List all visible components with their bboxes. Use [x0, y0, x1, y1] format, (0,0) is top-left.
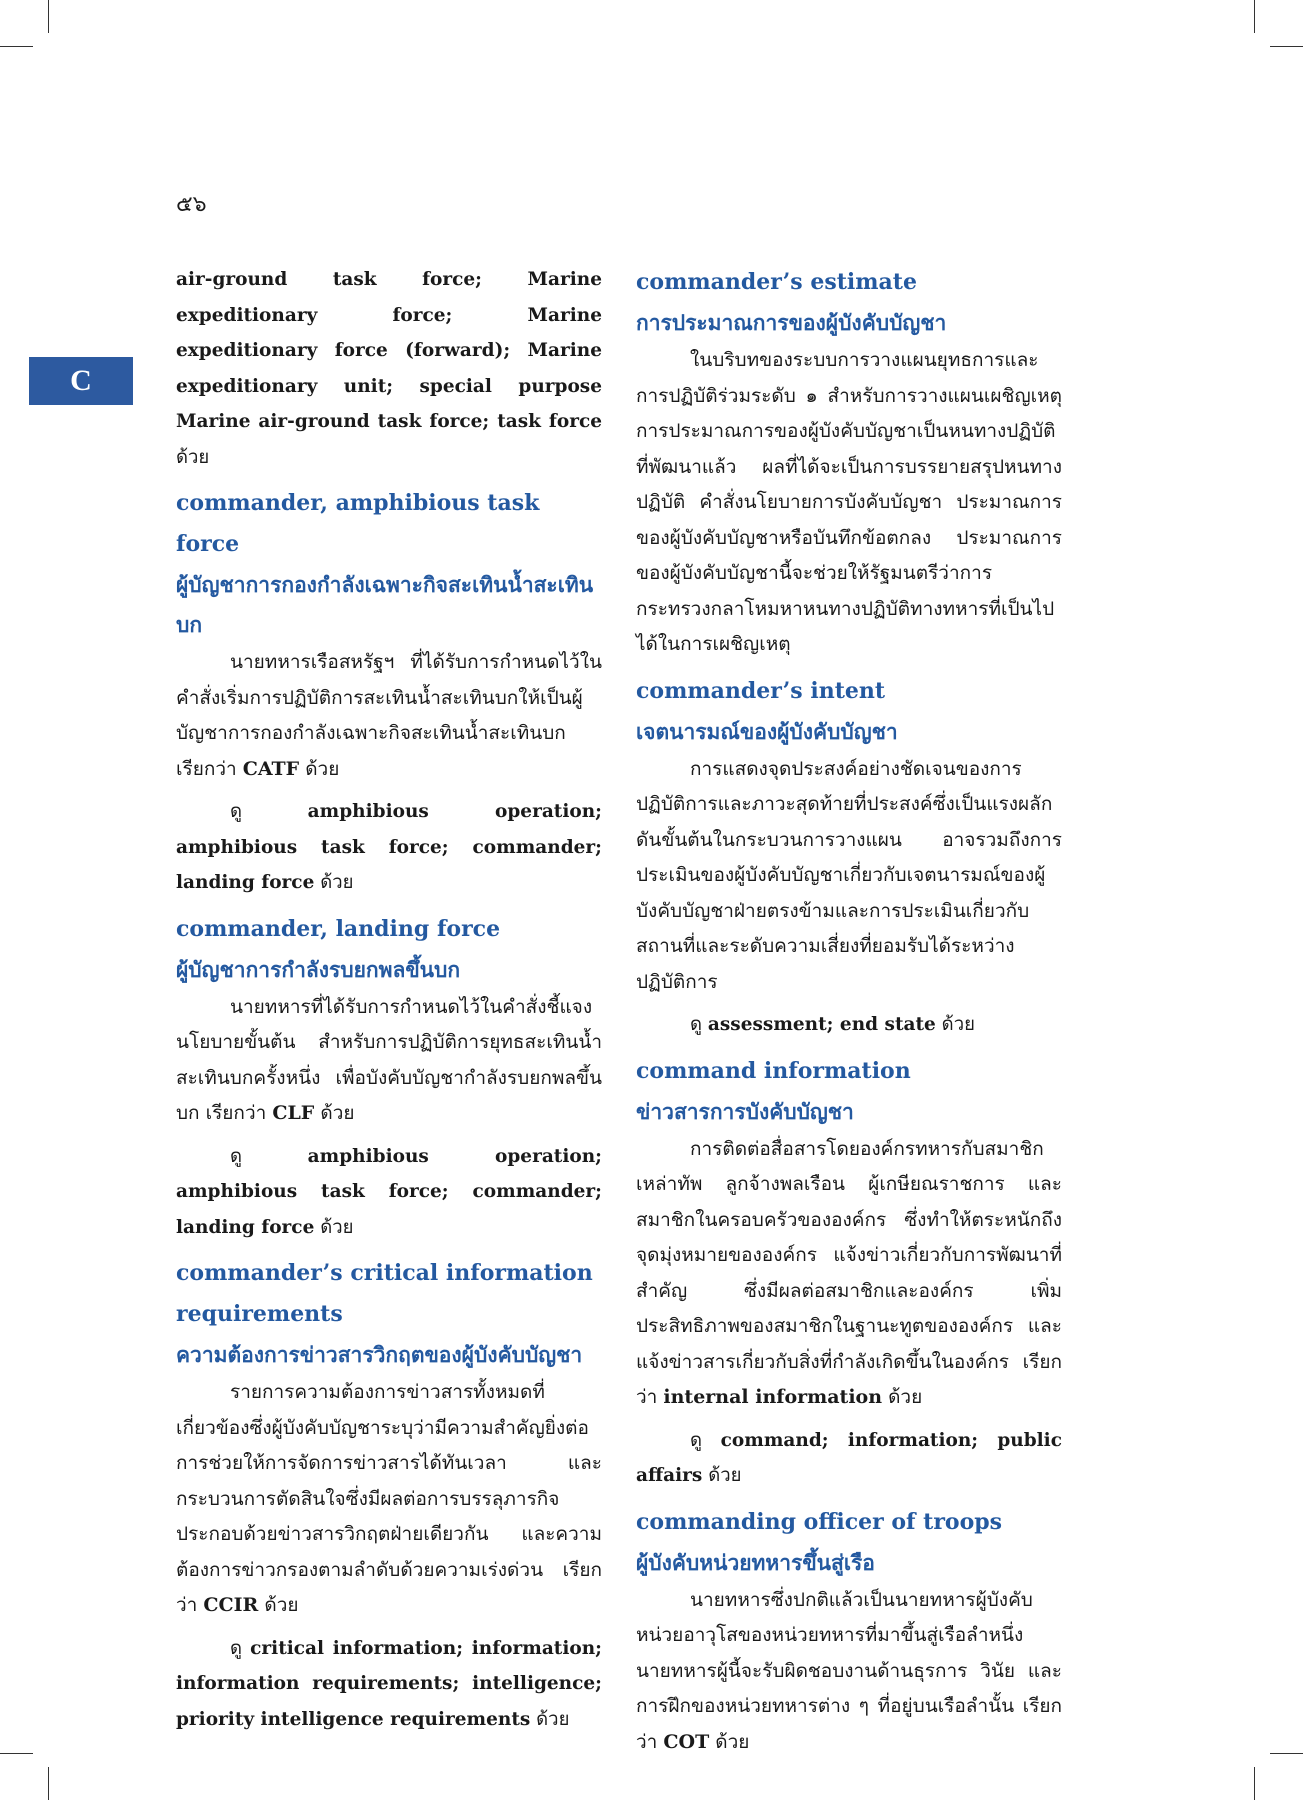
entry-definition: ในบริบทของระบบการวางแผนยุทธการและการปฏิบัติร่วมระดับ ๑ สำหรับการวางแผนเผชิญเหตุ การประมาณการของผู้บังคับบัญชาเป็นหนทางปฏิบัติที่พัฒนาแล้ว ผลที่ได้จะเป็นการบรรยายสรุปหนทางปฏิบัติ คำสั่งนโยบายการบังคับบัญชา ประมาณการของผู้บังคับบัญชาหรือบันทึกข้อตกลง ประมาณการของผู้บังคับบัญชานี้จะช่วยให้รัฐมนตรีว่าการกระทรวงกลาโหมหาหนทางปฏิบัติทางทหารที่เป็นไปได้ในการเผชิญเหตุ [636, 349, 1062, 655]
section-letter-tab: C [29, 357, 133, 405]
entry-term: commander, amphibious task force [176, 490, 540, 557]
entry-term: commander’s estimate [636, 269, 917, 295]
crop-mark [0, 46, 33, 47]
crop-mark [1270, 46, 1303, 47]
entry-thai-term: เจตนารมณ์ของผู้บังคับบัญชา [636, 718, 898, 744]
crop-mark [48, 1767, 49, 1800]
entry-abbreviation: CATF [242, 757, 300, 780]
entry-definition: การติดต่อสื่อสารโดยองค์กรทหารกับสมาชิกเหล่าทัพ ลูกจ้างพลเรือน ผู้เกษียณราชการ และสมาชิกในครอบครัวขององค์กร ซึ่งทำให้ตระหนักถึงจุดมุ่งหมายขององค์กร แจ้งข่าวเกี่ยวกับการพัฒนาที่สำคัญ ซึ่งมีผลต่อสมาชิกและองค์กร เพิ่มประสิทธิภาพของสมาชิกในฐานะทูตขององค์กร และแจ้งข่าวสารเกี่ยวกับสิ่งที่กำลังเกิดขึ้นในองค์กร เรียกว่า internal information ด้วย [636, 1137, 1062, 1408]
entry-term: commanding officer of troops [636, 1508, 1003, 1535]
entry-thai-term: ผู้บัญชาการกำลังรบยกพลขึ้นบก [176, 956, 461, 982]
entry-abbreviation: COT [663, 1730, 710, 1753]
entry-see-also: ดู assessment; end state ด้วย [690, 1014, 975, 1035]
crop-mark [1254, 1767, 1255, 1800]
crop-mark [48, 0, 49, 33]
crop-mark [1270, 1753, 1303, 1754]
glossary-entry [636, 1502, 1062, 1761]
entry-definition: รายการความต้องการข่าวสารทั้งหมดที่เกี่ยวข้องซึ่งผู้บังคับบัญชาระบุว่ามีความสำคัญยิ่งต่อการช่วยให้การจัดการข่าวสารได้ทันเวลา และกระบวนการตัดสินใจซึ่งมีผลต่อการบรรลุภารกิจ ประกอบด้วยข่าวสารวิกฤตฝ่ายเดียวกัน และความต้องการข่าวกรองตามลำดับด้วยความเร่งด่วน เรียกว่า CCIR ด้วย [176, 1381, 602, 1616]
page-number: ๕๖ [176, 192, 207, 217]
entry-thai-term: ข่าวสารการบังคับบัญชา [636, 1098, 854, 1124]
entry-term: commander’s intent [636, 677, 886, 704]
entry-abbreviation: CCIR [203, 1594, 259, 1616]
entry-see-also: ดู amphibious operation; amphibious task force; commander; landing force ด้วย [176, 1145, 602, 1238]
see-also-terms: assessment; end state [707, 1014, 936, 1035]
glossary-entry [176, 1253, 602, 1737]
entry-see-also: ดู critical information; information; information requirements; intelligence; priority intelligence requirements ด้วย [176, 1637, 602, 1730]
entry-definition: นายทหารเรือสหรัฐฯ ที่ได้รับการกำหนดไว้ในคำสั่งเริ่มการปฏิบัติการสะเทินน้ำสะเทินบกให้เป็นผู้บัญชาการกองกำลังเฉพาะกิจสะเทินน้ำสะเทินบก เรียกว่า CATF ด้วย [176, 651, 602, 780]
entry-term: commander’s critical information requirements [176, 1260, 593, 1327]
glossary-entry [636, 671, 1062, 1043]
continuation-paragraph: air-ground task force; Marine expeditionary force; Marine expeditionary force (forward); Marine expeditionary unit; special purpose Marine air-ground task force; task force ด้วย [176, 269, 602, 468]
see-also-terms: command; information; public affairs [636, 1429, 1062, 1486]
see-also-terms: critical information; information; information requirements; intelligence; priority intelligence requirements [176, 1637, 602, 1730]
entry-term: commander, landing force [176, 915, 501, 942]
entry-term: command information [636, 1057, 911, 1084]
entry-definition: การแสดงจุดประสงค์อย่างชัดเจนของการปฏิบัติการและภาวะสุดท้ายที่ประสงค์ซึ่งเป็นแรงผลักดันขั้นต้นในกระบวนการวางแผน อาจรวมถึงการประเมินของผู้บังคับบัญชาเกี่ยวกับเจตนารมณ์ของผู้บังคับบัญชาฝ่ายตรงข้ามและการประเมินเกี่ยวกับสถานที่และระดับความเสี่ยงที่ยอมรับได้ระหว่างปฏิบัติการ [636, 757, 1062, 993]
cross-reference-terms: air-ground task force; Marine expeditionary force; Marine expeditionary force (forward); Marine expeditionary unit; special purpose Marine air-ground task force; task force [176, 269, 602, 432]
crop-mark [1254, 0, 1255, 33]
entry-abbreviation: internal information [663, 1386, 883, 1408]
entry-thai-term: ผู้บังคับหน่วยทหารขึ้นสู่เรือ [636, 1549, 875, 1575]
crop-mark [0, 1753, 33, 1754]
entry-see-also: ดู command; information; public affairs ด้วย [636, 1429, 1062, 1486]
entry-abbreviation: CLF [272, 1102, 315, 1124]
entry-definition: นายทหารซึ่งปกติแล้วเป็นนายทหารผู้บังคับหน่วยอาวุโสของหน่วยทหารที่มาขึ้นสู่เรือลำหนึ่ง นายทหารผู้นี้จะรับผิดชอบงานด้านธุรการ วินัย และการฝึกของหน่วยทหารต่าง ๆ ที่อยู่บนเรือลำนั้น เรียกว่า COT ด้วย [636, 1588, 1062, 1753]
glossary-entry [176, 909, 602, 1246]
see-also-terms: amphibious operation; amphibious task force; commander; landing force [176, 1145, 602, 1238]
entry-see-also: ดู amphibious operation; amphibious task force; commander; landing force ด้วย [176, 801, 602, 893]
glossary-entry [176, 483, 602, 901]
see-also-terms: amphibious operation; amphibious task force; commander; landing force [176, 801, 602, 893]
glossary-entry [636, 262, 1062, 663]
left-column [176, 262, 602, 1737]
glossary-entry [636, 1051, 1062, 1494]
entry-thai-term: ผู้บัญชาการกองกำลังเฉพาะกิจสะเทินน้ำสะเทินบก [176, 572, 594, 637]
right-column [636, 262, 1062, 1760]
entry-thai-term: ความต้องการข่าวสารวิกฤตของผู้บังคับบัญชา [176, 1342, 583, 1367]
entry-definition: นายทหารที่ได้รับการกำหนดไว้ในคำสั่งชี้แจงนโยบายขั้นต้น สำหรับการปฏิบัติการยุทธสะเทินน้ำสะเทินบกครั้งหนึ่ง เพื่อบังคับบัญชากำลังรบยกพลขึ้นบก เรียกว่า CLF ด้วย [176, 995, 602, 1124]
entry-thai-term: การประมาณการของผู้บังคับบัญชา [636, 310, 947, 335]
